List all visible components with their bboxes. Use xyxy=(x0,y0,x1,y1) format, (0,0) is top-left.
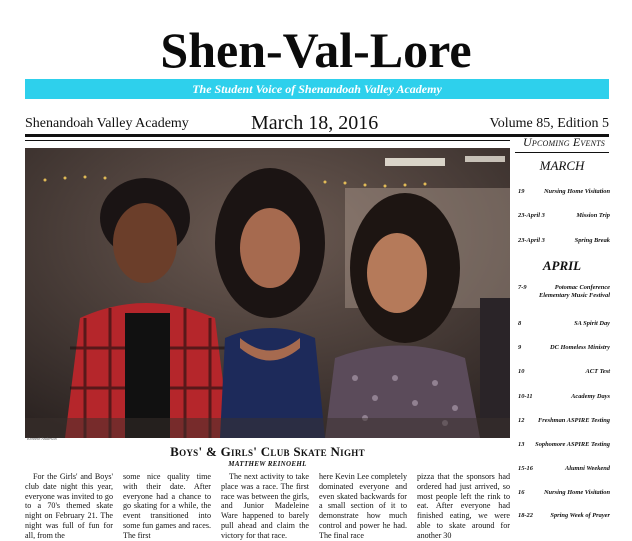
event-date: 12 xyxy=(518,417,525,424)
tagline-banner: The Student Voice of Shenandoah Valley Academy xyxy=(25,79,609,99)
event-date: 13 xyxy=(518,441,525,448)
three-girls-photo xyxy=(25,148,510,438)
article-column-4 xyxy=(319,472,407,540)
sidebar-rule xyxy=(515,152,609,153)
issue-number: Volume 85, Edition 5 xyxy=(489,116,609,131)
column-text: here Kevin Lee completely dominated everyone and even skated backwards for a small section of it to demonstrate how much control and power he had. The final race xyxy=(319,472,407,540)
event-date: 8 xyxy=(518,320,522,327)
event-name: Freshman ASPIRE Testing xyxy=(538,417,610,424)
event-name: ACT Test xyxy=(585,368,610,375)
upcoming-events-title: Upcoming Events xyxy=(523,135,605,149)
event-date: 10 xyxy=(518,368,525,375)
photo-rule xyxy=(25,140,510,141)
event-name: Alumni Weekend xyxy=(564,465,610,472)
article-column-2 xyxy=(123,472,211,540)
event-name: Sophomore ASPIRE Testing xyxy=(535,441,610,448)
event-date: 16 xyxy=(518,489,525,496)
event-name: Potomac Conference Elementary Music Festival xyxy=(538,284,610,299)
event-name: Spring Week of Prayer xyxy=(550,512,610,519)
event-date: 15-16 xyxy=(518,465,533,472)
issue-date: March 18, 2016 xyxy=(251,112,379,134)
event-date: 23-April 3 xyxy=(518,212,545,219)
school-name: Shenandoah Valley Academy xyxy=(25,116,189,131)
event-name: Nursing Home Visitation xyxy=(543,489,610,496)
article-column-1 xyxy=(25,472,113,540)
article-headline: Boys' & Girls' Club Skate Night xyxy=(170,444,365,459)
event-name: Academy Days xyxy=(571,393,610,400)
column-text: For the Girls' and Boys' club date night this year, everyone was invited to go to a 70's themed skate night on February 21. The night was full of fun for all, from the xyxy=(25,472,113,540)
column-text: The next activity to take place was a race. The first race was between the girls, and Junior Madeleine Ware happened to barely pull ahead and claim the victory for that race. xyxy=(221,472,309,540)
article-byline: MATTHEW REINOEHL xyxy=(228,460,307,468)
month-heading-march: MARCH xyxy=(539,158,585,173)
event-name: Nursing Home Visitation xyxy=(543,188,610,195)
event-name: DC Homeless Ministry xyxy=(549,344,610,351)
newspaper-title: Shen-Val-Lore xyxy=(160,22,472,78)
article-column-5 xyxy=(417,472,510,540)
event-date: 10-11 xyxy=(518,393,533,400)
masthead-rule xyxy=(25,134,609,137)
event-date: 9 xyxy=(518,344,522,351)
event-date: 18-22 xyxy=(518,512,533,519)
photo-credit: Kenneth Anderson xyxy=(27,436,57,441)
event-date: 19 xyxy=(518,188,525,195)
event-date: 7-9 xyxy=(518,284,527,291)
feature-photo xyxy=(25,148,510,438)
dateline xyxy=(25,112,609,134)
event-item xyxy=(518,284,610,304)
column-text: some nice quality time with their date. After everyone had a chance to go skating for a while, the event transitioned into some fun games and races. The first xyxy=(123,472,211,540)
article-column-3 xyxy=(221,472,309,540)
event-date: 23-April 3 xyxy=(518,237,545,244)
column-text: pizza that the sponsors had ordered had just arrived, so most people left the rink to eat. After everyone had finished eating, we were able to skate around for another 30 xyxy=(417,472,510,540)
event-name: SA Spirit Day xyxy=(574,320,610,327)
month-heading-april: APRIL xyxy=(542,258,582,273)
event-name: Mission Trip xyxy=(576,212,610,219)
event-name: Spring Break xyxy=(574,237,610,244)
